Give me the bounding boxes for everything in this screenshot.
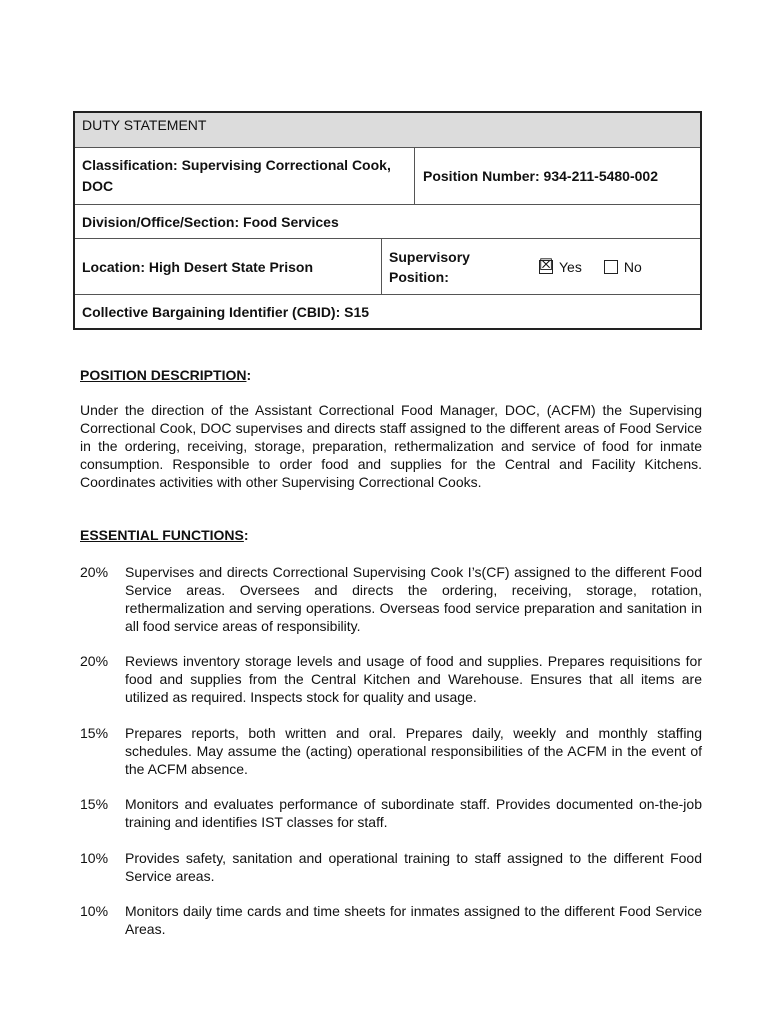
cbid-row	[75, 295, 700, 328]
duty-item	[80, 724, 702, 778]
duty-percent: 15%	[80, 725, 109, 741]
duty-percent: 10%	[80, 850, 109, 866]
duty-text: Prepares reports, both written and oral. Prepares daily, weekly and monthly staffing schedules. May assume the (acting) operational responsibilities of the ACFM in the event of the ACFM absence.	[125, 725, 702, 777]
position-number-field: Position Number: 934-211-5480-002	[423, 168, 658, 184]
duty-item	[80, 849, 702, 885]
yes-checkbox[interactable]	[538, 257, 554, 274]
checkmark-x-icon: ☒	[538, 257, 554, 274]
division-field: Division/Office/Section: Food Services	[82, 213, 339, 230]
no-checkbox[interactable]	[604, 260, 618, 274]
supervisory-position-label	[382, 239, 532, 294]
duty-text: Reviews inventory storage levels and usage of food and supplies. Prepares requisitions for food and supplies from the Central Kitchen and Warehouse. Ensures that all items are utilized as required. Inspects stock for quality and usage.	[125, 653, 702, 705]
no-option[interactable]	[604, 259, 642, 275]
duty-item	[80, 563, 702, 635]
duty-percent: 10%	[80, 903, 109, 919]
classification-field: Classification: Supervising Correctional Cook, DOC	[75, 148, 415, 204]
classification-row	[75, 148, 700, 205]
duty-item	[80, 652, 702, 706]
title-row	[75, 113, 700, 148]
duty-text: Provides safety, sanitation and operational training to staff assigned to the different Food Service areas.	[125, 850, 702, 884]
cbid-field: Collective Bargaining Identifier (CBID): S15	[82, 303, 370, 320]
yes-option[interactable]	[539, 259, 582, 275]
duty-item	[80, 795, 702, 831]
duty-item	[80, 902, 702, 938]
location-field: Location: High Desert State Prison	[75, 239, 382, 294]
supervisory-label-line1: Supervisory	[389, 248, 470, 265]
duty-text: Supervises and directs Correctional Supervising Cook I’s(CF) assigned to the different Food Service areas. Oversees and directs the ordering, receiving, storage, rotation, rethermalization and serving operations. Overseas food service preparation and sanitation in all food service areas of responsibility.	[125, 564, 702, 634]
duty-text: Monitors daily time cards and time sheets for inmates assigned to the different Food Service Areas.	[125, 903, 702, 937]
duty-percent: 20%	[80, 564, 109, 580]
no-label: No	[623, 258, 642, 275]
position-description-heading: POSITION DESCRIPTION:	[80, 367, 252, 383]
essential-functions-heading: ESSENTIAL FUNCTIONS:	[80, 527, 249, 543]
duty-text: Monitors and evaluates performance of subordinate staff. Provides documented on-the-job training and identifies IST classes for staff.	[125, 796, 702, 830]
position-description-text: Under the direction of the Assistant Correctional Food Manager, DOC, (ACFM) the Supervising Correctional Cook, DOC supervises and directs staff assigned to the different areas of Food Service in the ordering, receiving, storage, preparation, rethermalization and service of food for inmate consumption. Responsible to order food and supplies for the Central and Facility Kitchens. Coordinates activities with other Supervising Correctional Cooks.	[80, 402, 702, 490]
division-row	[75, 205, 700, 239]
location-row	[75, 239, 700, 295]
duty-statement-table	[73, 111, 702, 330]
yes-label: Yes	[559, 258, 582, 275]
duty-percent: 15%	[80, 796, 109, 812]
supervisory-options	[532, 239, 700, 294]
supervisory-label-line2: Position:	[389, 268, 449, 285]
duty-percent: 20%	[80, 653, 109, 669]
duty-statement-title: DUTY STATEMENT	[82, 117, 207, 133]
